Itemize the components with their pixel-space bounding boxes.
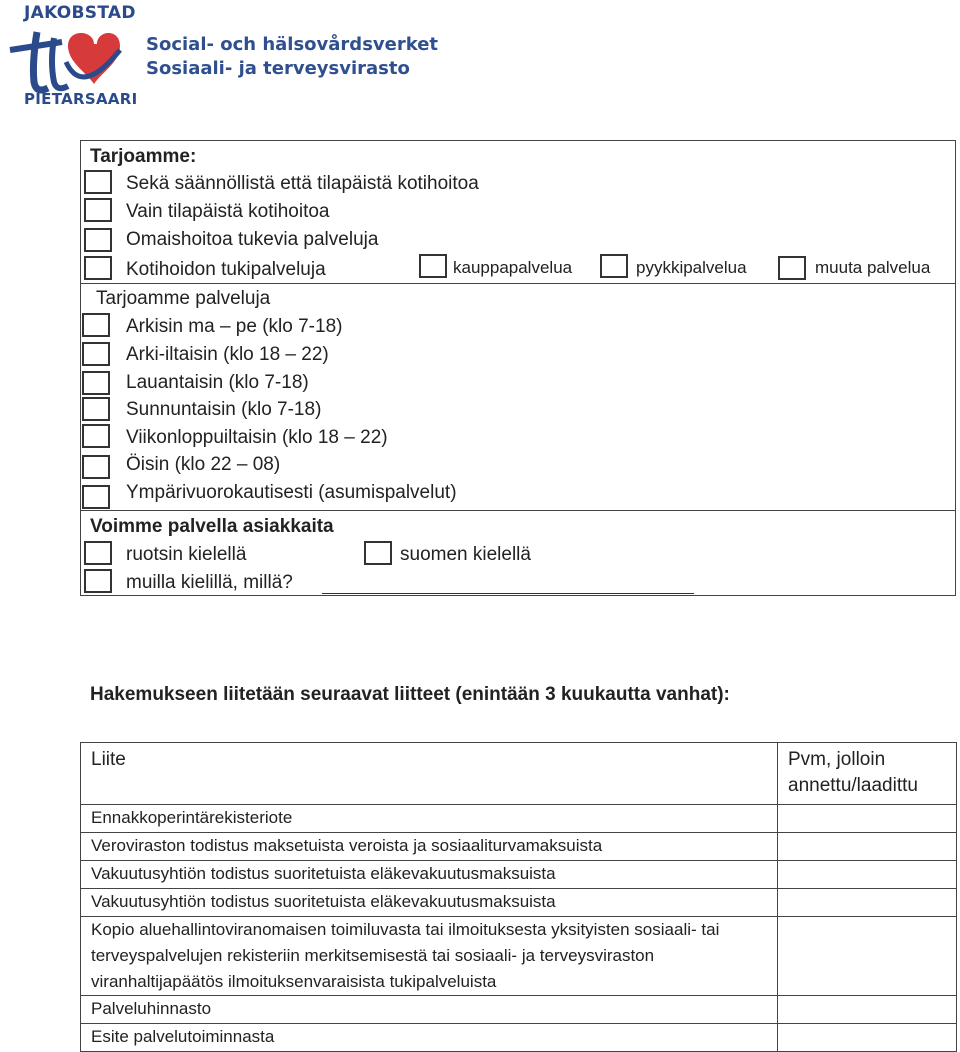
offer-option-label: Vain tilapäistä kotihoitoa	[126, 201, 330, 222]
swedish-language-label: ruotsin kielellä	[126, 544, 247, 565]
date-cell[interactable]	[778, 861, 957, 889]
attachment-column-header: Liite	[81, 743, 778, 805]
table-row	[81, 861, 957, 889]
attachment-name: Vakuutusyhtiön todistus suoritetuista eläkevakuutusmaksuista	[81, 889, 778, 917]
schedule-option-label: Lauantaisin (klo 7-18)	[126, 372, 309, 393]
schedule-checkbox[interactable]	[82, 485, 110, 509]
date-cell[interactable]	[778, 1024, 957, 1052]
organization-name-swedish: Social- och hälsovårdsverket	[146, 34, 439, 55]
other-service-label: muuta palvelua	[815, 258, 931, 277]
date-column-header: Pvm, jolloin annettu/laadittu	[778, 743, 957, 805]
offer-checkbox[interactable]	[84, 228, 112, 252]
shopping-service-label: kauppapalvelua	[453, 258, 573, 277]
schedule-option-label: Sunnuntaisin (klo 7-18)	[126, 399, 322, 420]
other-language-checkbox[interactable]	[84, 569, 112, 593]
other-language-input-line[interactable]	[322, 593, 694, 594]
date-cell[interactable]	[778, 996, 957, 1024]
attachment-name: Kopio aluehallintoviranomaisen toimiluvasta tai ilmoituksesta yksityisten sosiaali- tai terveyspalvelujen rekisteriin merkitsemisestä tai sosiaali- ja terveysviraston viranhaltijapäätös ilmoituksenvaraisista tukipalveluista	[81, 917, 778, 996]
schedule-checkbox[interactable]	[82, 371, 110, 395]
date-cell[interactable]	[778, 917, 957, 996]
schedule-checkbox[interactable]	[82, 397, 110, 421]
table-row	[81, 1024, 957, 1052]
offer-option-label: Kotihoidon tukipalveluja	[126, 259, 326, 280]
divider	[80, 510, 956, 511]
schedule-option-label: Arkisin ma – pe (klo 7-18)	[126, 316, 343, 337]
offer-checkbox[interactable]	[84, 170, 112, 194]
city-name-finnish: PIETARSAARI	[24, 90, 138, 108]
table-row	[81, 833, 957, 861]
attachment-name: Veroviraston todistus maksetuista veroista ja sosiaaliturvamaksuista	[81, 833, 778, 861]
attachment-name: Esite palvelutoiminnasta	[81, 1024, 778, 1052]
attachment-name: Palveluhinnasto	[81, 996, 778, 1024]
attachment-name: Ennakkoperintärekisteriote	[81, 805, 778, 833]
city-name-swedish: JAKOBSTAD	[24, 3, 136, 23]
other-language-label: muilla kielillä, millä?	[126, 572, 293, 593]
other-service-checkbox[interactable]	[778, 256, 806, 280]
offer-title: Tarjoamme:	[90, 146, 197, 167]
shopping-service-checkbox[interactable]	[419, 254, 447, 278]
attachments-table	[80, 742, 957, 1052]
languages-title: Voimme palvella asiakkaita	[90, 516, 334, 537]
finnish-language-label: suomen kielellä	[400, 544, 531, 565]
schedule-checkbox[interactable]	[82, 342, 110, 366]
schedule-option-label: Ympärivuorokautisesti (asumispalvelut)	[126, 482, 457, 503]
offer-option-label: Omaishoitoa tukevia palveluja	[126, 229, 379, 250]
finnish-language-checkbox[interactable]	[364, 541, 392, 565]
schedule-checkbox[interactable]	[82, 455, 110, 479]
table-row	[81, 805, 957, 833]
attachment-name: Vakuutusyhtiön todistus suoritetuista eläkevakuutusmaksuista	[81, 861, 778, 889]
schedule-checkbox[interactable]	[82, 313, 110, 337]
offer-checkbox[interactable]	[84, 198, 112, 222]
schedule-option-label: Öisin (klo 22 – 08)	[126, 454, 281, 475]
offer-checkbox[interactable]	[84, 256, 112, 280]
laundry-service-checkbox[interactable]	[600, 254, 628, 278]
schedule-checkbox[interactable]	[82, 424, 110, 448]
table-header-row	[81, 743, 957, 805]
schedule-title: Tarjoamme palveluja	[96, 288, 271, 309]
laundry-service-label: pyykkipalvelua	[636, 258, 747, 277]
table-row	[81, 917, 957, 996]
date-cell[interactable]	[778, 889, 957, 917]
divider	[80, 283, 956, 284]
table-row	[81, 889, 957, 917]
organization-name-finnish: Sosiaali- ja terveysvirasto	[146, 58, 410, 79]
schedule-option-label: Arki-iltaisin (klo 18 – 22)	[126, 344, 329, 365]
attachments-heading: Hakemukseen liitetään seuraavat liitteet (enintään 3 kuukautta vanhat):	[90, 684, 730, 705]
date-cell[interactable]	[778, 805, 957, 833]
table-row	[81, 996, 957, 1024]
date-cell[interactable]	[778, 833, 957, 861]
offer-option-label: Sekä säännöllistä että tilapäistä kotihoitoa	[126, 173, 479, 194]
swedish-language-checkbox[interactable]	[84, 541, 112, 565]
schedule-option-label: Viikonloppuiltaisin (klo 18 – 22)	[126, 427, 388, 448]
